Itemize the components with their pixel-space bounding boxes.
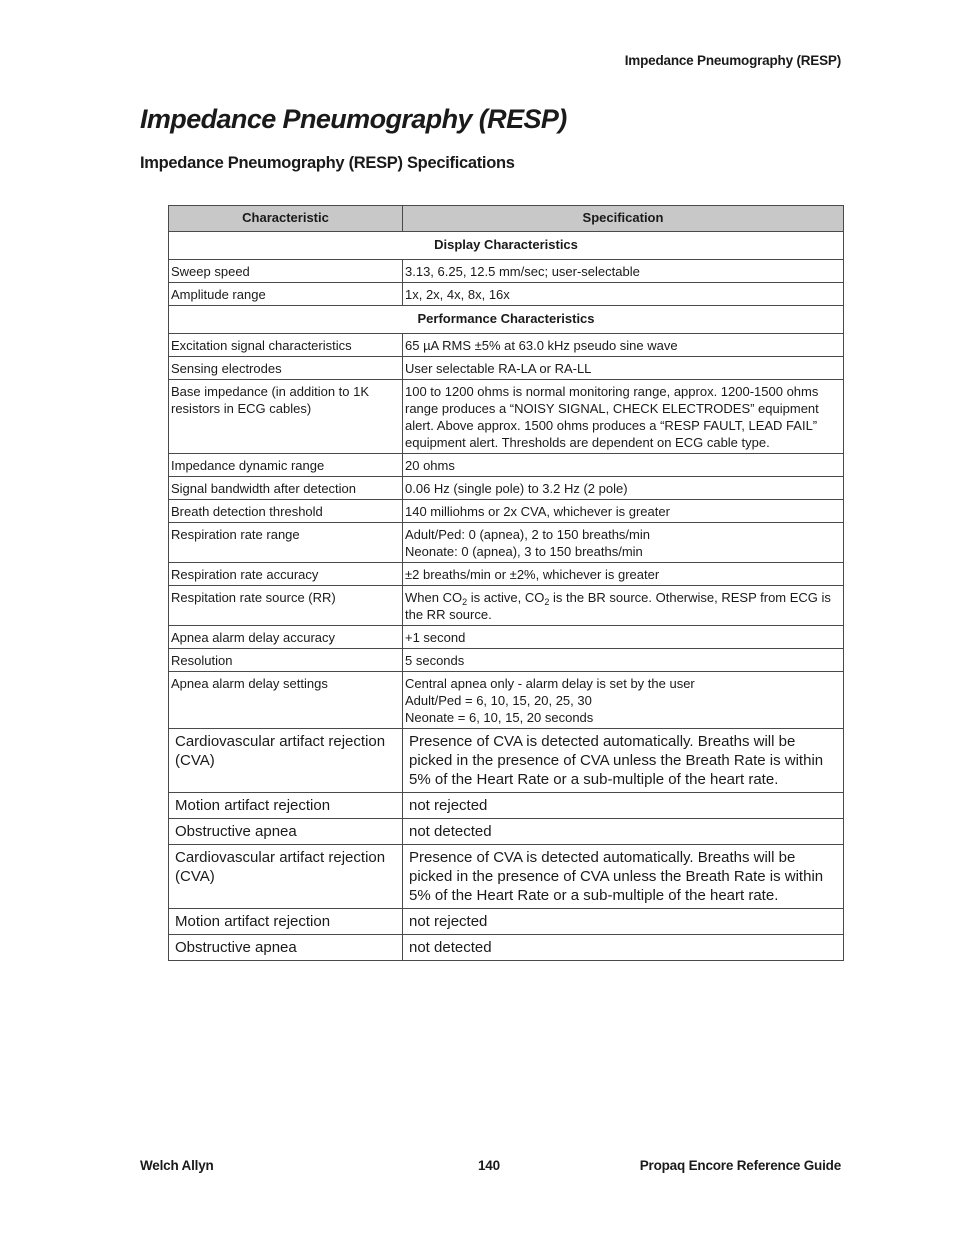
table-row bbox=[169, 729, 844, 793]
specification-cell: 3.13, 6.25, 12.5 mm/sec; user-selectable bbox=[403, 260, 844, 283]
specification-cell bbox=[403, 523, 844, 563]
characteristic-cell: Obstructive apnea bbox=[169, 819, 403, 845]
characteristic-cell: Obstructive apnea bbox=[169, 935, 403, 961]
spec-text: is active, CO bbox=[467, 590, 545, 605]
table-row bbox=[169, 334, 844, 357]
characteristic-cell: Apnea alarm delay accuracy bbox=[169, 626, 403, 649]
group-row bbox=[169, 306, 844, 334]
group-display: Display Characteristics bbox=[169, 232, 844, 260]
characteristic-cell: Impedance dynamic range bbox=[169, 454, 403, 477]
spec-line: Adult/Ped: 0 (apnea), 2 to 150 breaths/min bbox=[405, 527, 650, 542]
specification-cell: 140 milliohms or 2x CVA, whichever is greater bbox=[403, 500, 844, 523]
table-row bbox=[169, 845, 844, 909]
specification-cell: User selectable RA-LA or RA-LL bbox=[403, 357, 844, 380]
column-header-characteristic: Characteristic bbox=[169, 206, 403, 232]
characteristic-cell: Motion artifact rejection bbox=[169, 909, 403, 935]
group-performance: Performance Characteristics bbox=[169, 306, 844, 334]
spec-line: Adult/Ped = 6, 10, 15, 20, 25, 30 bbox=[405, 693, 592, 708]
table-row bbox=[169, 283, 844, 306]
page-title: Impedance Pneumography (RESP) bbox=[140, 104, 567, 134]
table-row bbox=[169, 563, 844, 586]
characteristic-cell: Apnea alarm delay settings bbox=[169, 672, 403, 729]
characteristic-cell: Respiration rate accuracy bbox=[169, 563, 403, 586]
table-row bbox=[169, 380, 844, 454]
specification-cell: Presence of CVA is detected automatically. Breaths will be picked in the presence of CVA unless the Breath Rate is within 5% of the Heart Rate or a sub-multiple of the heart rate. bbox=[403, 845, 844, 909]
specification-cell: not rejected bbox=[403, 793, 844, 819]
table-row bbox=[169, 793, 844, 819]
characteristic-cell: Cardiovascular artifact rejection (CVA) bbox=[169, 845, 403, 909]
table-row bbox=[169, 819, 844, 845]
characteristic-cell: Breath detection threshold bbox=[169, 500, 403, 523]
table-row bbox=[169, 935, 844, 961]
characteristic-cell: Respitation rate source (RR) bbox=[169, 586, 403, 626]
spec-text: is the BR source. Otherwise, RESP from ECG is the RR source. bbox=[405, 590, 831, 622]
spec-line: Central apnea only - alarm delay is set by the user bbox=[405, 676, 695, 691]
spec-table bbox=[168, 205, 844, 961]
table-row bbox=[169, 626, 844, 649]
specification-cell: 100 to 1200 ohms is normal monitoring range, approx. 1200-1500 ohms range produces a “NOISY SIGNAL, CHECK ELECTRODES” equipment alert. Above approx. 1500 ohms produces a “RESP FAULT, LEAD FAIL” equipment alert. Thresholds are dependent on ECG cable type. bbox=[403, 380, 844, 454]
table-row bbox=[169, 357, 844, 380]
footer-company: Welch Allyn bbox=[140, 1158, 214, 1173]
characteristic-cell: Signal bandwidth after detection bbox=[169, 477, 403, 500]
characteristic-cell: Excitation signal characteristics bbox=[169, 334, 403, 357]
specification-cell: 20 ohms bbox=[403, 454, 844, 477]
table-row bbox=[169, 477, 844, 500]
specification-cell: +1 second bbox=[403, 626, 844, 649]
footer-page-number: 140 bbox=[478, 1158, 500, 1173]
spec-text: When CO bbox=[405, 590, 463, 605]
table-row bbox=[169, 909, 844, 935]
characteristic-cell: Base impedance (in addition to 1K resistors in ECG cables) bbox=[169, 380, 403, 454]
characteristic-cell: Resolution bbox=[169, 649, 403, 672]
table-row bbox=[169, 500, 844, 523]
specification-cell: not detected bbox=[403, 935, 844, 961]
characteristic-cell: Sweep speed bbox=[169, 260, 403, 283]
specification-cell: not detected bbox=[403, 819, 844, 845]
table-row bbox=[169, 586, 844, 626]
characteristic-cell: Motion artifact rejection bbox=[169, 793, 403, 819]
table-row bbox=[169, 523, 844, 563]
specification-cell bbox=[403, 586, 844, 626]
characteristic-cell: Cardiovascular artifact rejection (CVA) bbox=[169, 729, 403, 793]
specification-cell: 1x, 2x, 4x, 8x, 16x bbox=[403, 283, 844, 306]
table-header-row bbox=[169, 206, 844, 232]
subscript: 2 bbox=[544, 597, 550, 607]
table-row bbox=[169, 672, 844, 729]
table-row bbox=[169, 260, 844, 283]
table-row bbox=[169, 454, 844, 477]
section-title: Impedance Pneumography (RESP) Specifications bbox=[140, 154, 515, 172]
footer-guide-title: Propaq Encore Reference Guide bbox=[639, 1158, 841, 1173]
running-header: Impedance Pneumography (RESP) bbox=[624, 53, 841, 68]
table-row bbox=[169, 649, 844, 672]
specification-cell: 65 µA RMS ±5% at 63.0 kHz pseudo sine wave bbox=[403, 334, 844, 357]
specification-cell: Presence of CVA is detected automatically. Breaths will be picked in the presence of CVA unless the Breath Rate is within 5% of the Heart Rate or a sub-multiple of the heart rate. bbox=[403, 729, 844, 793]
specification-cell: 0.06 Hz (single pole) to 3.2 Hz (2 pole) bbox=[403, 477, 844, 500]
specification-cell: not rejected bbox=[403, 909, 844, 935]
group-row bbox=[169, 232, 844, 260]
subscript: 2 bbox=[462, 597, 468, 607]
characteristic-cell: Sensing electrodes bbox=[169, 357, 403, 380]
specification-cell: ±2 breaths/min or ±2%, whichever is greater bbox=[403, 563, 844, 586]
column-header-specification: Specification bbox=[403, 206, 844, 232]
specification-cell: 5 seconds bbox=[403, 649, 844, 672]
spec-line: Neonate = 6, 10, 15, 20 seconds bbox=[405, 710, 594, 725]
specification-cell bbox=[403, 672, 844, 729]
spec-line: Neonate: 0 (apnea), 3 to 150 breaths/min bbox=[405, 544, 643, 559]
characteristic-cell: Amplitude range bbox=[169, 283, 403, 306]
characteristic-cell: Respiration rate range bbox=[169, 523, 403, 563]
